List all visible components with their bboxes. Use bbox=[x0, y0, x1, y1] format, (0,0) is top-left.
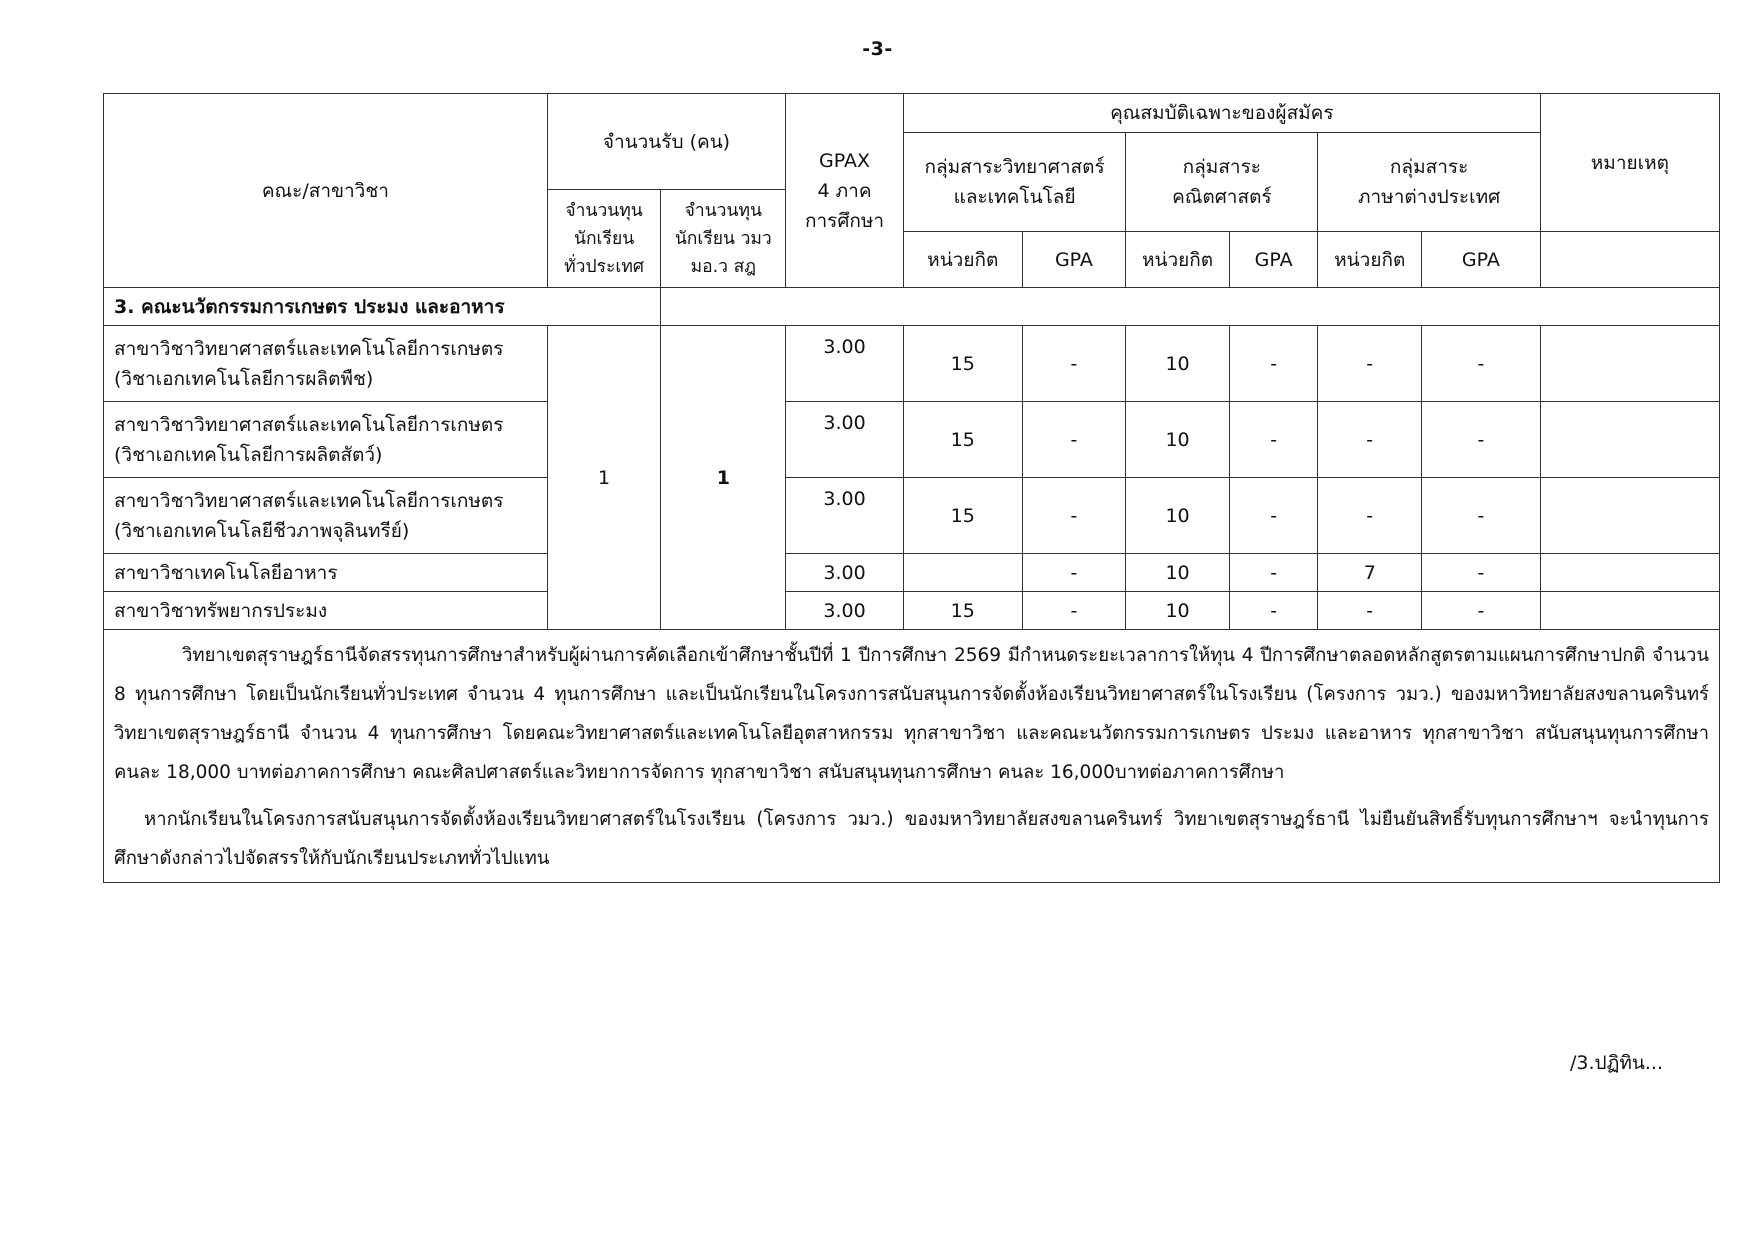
math-gpa-value: - bbox=[1229, 478, 1318, 554]
table-row bbox=[104, 326, 1720, 402]
lang-credits-value: - bbox=[1318, 402, 1422, 478]
math-gpa-value: - bbox=[1229, 326, 1318, 402]
sci-gpa-value: - bbox=[1022, 592, 1126, 630]
header-qualifications: คุณสมบัติเฉพาะของผู้สมัคร bbox=[903, 94, 1540, 133]
major-name: สาขาวิชาวิทยาศาสตร์และเทคโนโลยีการเกษตร (วิชาเอกเทคโนโลยีชีวภาพจุลินทรีย์) bbox=[104, 478, 548, 554]
table-row bbox=[104, 402, 1720, 478]
faculty-row-blank bbox=[661, 288, 1720, 326]
gpax-value: 3.00 bbox=[786, 326, 904, 402]
header-sci-credits: หน่วยกิต bbox=[903, 232, 1022, 288]
header-lang-credits: หน่วยกิต bbox=[1318, 232, 1422, 288]
remarks-value bbox=[1540, 478, 1719, 554]
remarks-value bbox=[1540, 402, 1719, 478]
lang-gpa-value: - bbox=[1422, 326, 1541, 402]
major-name: สาขาวิชาวิทยาศาสตร์และเทคโนโลยีการเกษตร (วิชาเอกเทคโนโลยีการผลิตพืช) bbox=[104, 326, 548, 402]
table-row bbox=[104, 478, 1720, 554]
header-science-group: กลุ่มสาระวิทยาศาสตร์ และเทคโนโลยี bbox=[903, 133, 1125, 232]
math-credits-value: 10 bbox=[1126, 554, 1230, 592]
sci-credits-value: 15 bbox=[903, 478, 1022, 554]
math-credits-value: 10 bbox=[1126, 402, 1230, 478]
lang-gpa-value: - bbox=[1422, 592, 1541, 630]
major-name: สาขาวิชาทรัพยากรประมง bbox=[104, 592, 548, 630]
header-gpax: GPAX 4 ภาค การศึกษา bbox=[786, 94, 904, 288]
major-name: สาขาวิชาวิทยาศาสตร์และเทคโนโลยีการเกษตร (วิชาเอกเทคโนโลยีการผลิตสัตว์) bbox=[104, 402, 548, 478]
math-credits-value: 10 bbox=[1126, 326, 1230, 402]
lang-gpa-value: - bbox=[1422, 554, 1541, 592]
lang-credits-value: - bbox=[1318, 326, 1422, 402]
gpax-value: 3.00 bbox=[786, 554, 904, 592]
table-row bbox=[104, 592, 1720, 630]
header-sci-gpa: GPA bbox=[1022, 232, 1126, 288]
table-row bbox=[104, 554, 1720, 592]
header-lang-gpa: GPA bbox=[1422, 232, 1541, 288]
lang-credits-value: - bbox=[1318, 478, 1422, 554]
sci-gpa-value: - bbox=[1022, 402, 1126, 478]
remarks-value bbox=[1540, 326, 1719, 402]
sci-credits-value bbox=[903, 554, 1022, 592]
gpax-value: 3.00 bbox=[786, 592, 904, 630]
sci-gpa-value: - bbox=[1022, 554, 1126, 592]
gpax-value: 3.00 bbox=[786, 402, 904, 478]
math-gpa-value: - bbox=[1229, 402, 1318, 478]
lang-gpa-value: - bbox=[1422, 478, 1541, 554]
remarks-value bbox=[1540, 592, 1719, 630]
math-gpa-value: - bbox=[1229, 554, 1318, 592]
scholarship-note bbox=[104, 630, 1720, 883]
lang-credits-value: 7 bbox=[1318, 554, 1422, 592]
header-faculty-major: คณะ/สาขาวิชา bbox=[104, 94, 548, 288]
faculty-title: 3. คณะนวัตกรรมการเกษตร ประมง และอาหาร bbox=[104, 288, 661, 326]
lang-credits-value: - bbox=[1318, 592, 1422, 630]
note-row bbox=[104, 630, 1720, 883]
sci-gpa-value: - bbox=[1022, 326, 1126, 402]
header-math-gpa: GPA bbox=[1229, 232, 1318, 288]
intake-general-value: 1 bbox=[547, 326, 661, 630]
page-number: -3- bbox=[862, 38, 893, 60]
note-paragraph-2: หากนักเรียนในโครงการสนับสนุนการจัดตั้งห้องเรียนวิทยาศาสตร์ในโรงเรียน (โครงการ วมว.) ของมหาวิทยาลัยสงขลานครินทร์ วิทยาเขตสุราษฎร์ธานี ไม่ยืนยันสิทธิ์รับทุนการศึกษาฯ จะนำทุนการศึกษาดังกล่าวไปจัดสรรให้กับนักเรียนประเภททั่วไปแทน bbox=[114, 809, 1709, 869]
gpax-value: 3.00 bbox=[786, 478, 904, 554]
header-remarks: หมายเหตุ bbox=[1540, 94, 1719, 232]
sci-gpa-value: - bbox=[1022, 478, 1126, 554]
header-math-group: กลุ่มสาระ คณิตศาสตร์ bbox=[1126, 133, 1318, 232]
continuation-marker: /3.ปฏิทิน... bbox=[1570, 1052, 1663, 1074]
intake-wmw-value: 1 bbox=[661, 326, 786, 630]
header-intake-general: จำนวนทุน นักเรียน ทั่วประเทศ bbox=[547, 190, 661, 288]
sci-credits-value: 15 bbox=[903, 592, 1022, 630]
header-intake-wmw: จำนวนทุน นักเรียน วมว มอ.ว สฎ bbox=[661, 190, 786, 288]
admission-table bbox=[103, 93, 1720, 883]
major-name: สาขาวิชาเทคโนโลยีอาหาร bbox=[104, 554, 548, 592]
sci-credits-value: 15 bbox=[903, 402, 1022, 478]
header-intake: จำนวนรับ (คน) bbox=[547, 94, 785, 190]
remarks-value bbox=[1540, 554, 1719, 592]
math-credits-value: 10 bbox=[1126, 592, 1230, 630]
sci-credits-value: 15 bbox=[903, 326, 1022, 402]
lang-gpa-value: - bbox=[1422, 402, 1541, 478]
header-remarks-sub bbox=[1540, 232, 1719, 288]
math-credits-value: 10 bbox=[1126, 478, 1230, 554]
header-math-credits: หน่วยกิต bbox=[1126, 232, 1230, 288]
math-gpa-value: - bbox=[1229, 592, 1318, 630]
note-paragraph-1: วิทยาเขตสุราษฎร์ธานีจัดสรรทุนการศึกษาสำหรับผู้ผ่านการคัดเลือกเข้าศึกษาชั้นปีที่ 1 ปีการศึกษา 2569 มีกำหนดระยะเวลาการให้ทุน 4 ปีการศึกษาตลอดหลักสูตรตามแผนการศึกษาปกติ จำนวน 8 ทุนการศึกษา โดยเป็นนักเรียนทั่วประเทศ จำนวน 4 ทุนการศึกษา และเป็นนักเรียนในโครงการสนับสนุนการจัดตั้งห้องเรียนวิทยาศาสตร์ในโรงเรียน (โครงการ วมว.) ของมหาวิทยาลัยสงขลานครินทร์ วิทยาเขตสุราษฎร์ธานี จำนวน 4 ทุนการศึกษา โดยคณะวิทยาศาสตร์และเทคโนโลยีอุตสาหกรรม ทุกสาขาวิชา และคณะนวัตกรรมการเกษตร ประมง และอาหาร ทุกสาขาวิชา สนับสนุนทุนการศึกษา คนละ 18,000 บาทต่อภาคการศึกษา คณะศิลปศาสตร์และวิทยาการจัดการ ทุกสาขาวิชา สนับสนุนทุนการศึกษา คนละ 16,000บาทต่อภาคการศึกษา bbox=[114, 645, 1709, 783]
header-language-group: กลุ่มสาระ ภาษาต่างประเทศ bbox=[1318, 133, 1540, 232]
